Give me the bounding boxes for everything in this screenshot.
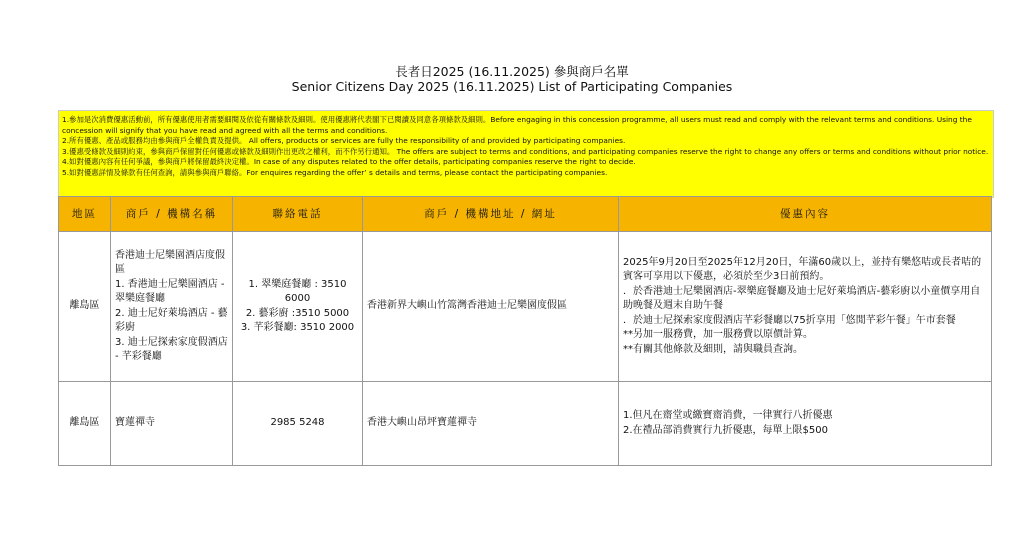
offer-line: ．於香港迪士尼樂園酒店-翠樂庭餐廳及迪士尼好萊塢酒店-藝彩廚以小童價享用自助晚餐及週末自助午餐 [623, 285, 981, 312]
phone: 2985 5248 [233, 382, 363, 466]
phone-line: 3. 芊彩餐廳: 3510 2000 [240, 322, 355, 333]
offer-line: 2025年9月20日至2025年12月20日，年滿60歲以上，並持有樂悠咭或長者咭的賓客可享用以下優惠，必須於至少3日前預約。 [623, 256, 982, 283]
note: 1.參加是次消費優惠活動前，所有優惠使用者需要細閱及依從有關條款及細則。使用優惠將代表閣下已閱讀及同意各項條款及細則。Before engaging in this concession programme, all users must read and comply with the relevant terms and conditions. Using the concession will signify that you have read and agreed with all the terms and conditions. [62, 115, 972, 135]
title-en: Senior Citizens Day 2025 (16.11.2025) List of Participating Companies [291, 79, 733, 94]
companies-table [58, 196, 992, 466]
phone-line: 2. 藝彩廚 :3510 5000 [245, 307, 350, 319]
name-line: 2. 迪士尼好萊塢酒店 - 藝彩廚 [115, 307, 228, 333]
header-district: 地區 [59, 197, 111, 232]
note: 5.如對優惠詳情及條款有任何查詢，請與參與商戶聯絡。For enquires regarding the offer’ s details and terms, please contact the participating companies. [62, 167, 608, 177]
note: 3.優惠受條款及細則約束，參與商戶保留對任何優惠或條款及細則作出更改之權利，而不作另行通知。 The offers are subject to terms and conditions, and participating companies reserve the right to change any offers or terms and conditions without prior notice. [62, 146, 989, 156]
offer-line: 2.在禮品部消費實行九折優惠，每單上限$500 [623, 424, 828, 436]
header-phone: 聯絡電話 [233, 197, 363, 232]
table-row [59, 232, 992, 382]
table-header [59, 197, 992, 232]
note: 4.如對優惠內容有任何爭議，參與商戶將保留最終決定權。In case of any disputes related to the offer details, participating companies reserve the right to decide. [62, 157, 636, 167]
header-name: 商戶 / 機構名稱 [111, 197, 233, 232]
district: 離島區 [59, 382, 111, 466]
company-name [111, 232, 233, 382]
phone-line: 1. 翠樂庭餐廳 : 3510 6000 [248, 278, 347, 304]
table-row [59, 382, 992, 466]
offer-line: **另加一服務費，加一服務費以原價計算。 [623, 329, 813, 341]
phone [233, 232, 363, 382]
offer [619, 382, 992, 466]
address: 香港大嶼山昂坪寶蓮禪寺 [363, 382, 619, 466]
name-line: 3. 迪士尼探索家度假酒店 - 芊彩餐廳 [115, 336, 228, 362]
note: 2.所有優惠、產品或服務均由參與商戶全權負責及提供。 All offers, products or services are fully the responsibility of and provided by participating companies. [62, 136, 626, 146]
offer-line: ．於迪士尼探索家度假酒店芊彩餐廳以75折享用「悠閒芊彩午餐」午市套餐 [623, 314, 956, 326]
offer [619, 232, 992, 382]
offer-line: **有關其他條款及細則，請與職員查詢。 [623, 343, 803, 355]
address: 香港新界大嶼山竹篙灣香港迪士尼樂園度假區 [363, 232, 619, 382]
district: 離島區 [59, 232, 111, 382]
terms-notes [58, 110, 994, 198]
title-zh: 長者日2025 (16.11.2025) 參與商戶名單 [395, 64, 629, 79]
name-line: 香港迪士尼樂園酒店度假區 [115, 249, 225, 275]
offer-line: 1.但凡在齋堂或繳寶齋消費，一律實行八折優惠 [623, 410, 833, 421]
company-name: 寶蓮禪寺 [111, 382, 233, 466]
name-line: 1. 香港迪士尼樂園酒店 - 翠樂庭餐廳 [115, 278, 225, 304]
header-address: 商戶 / 機構地址 / 網址 [363, 197, 619, 232]
header-offer: 優惠內容 [619, 197, 992, 232]
